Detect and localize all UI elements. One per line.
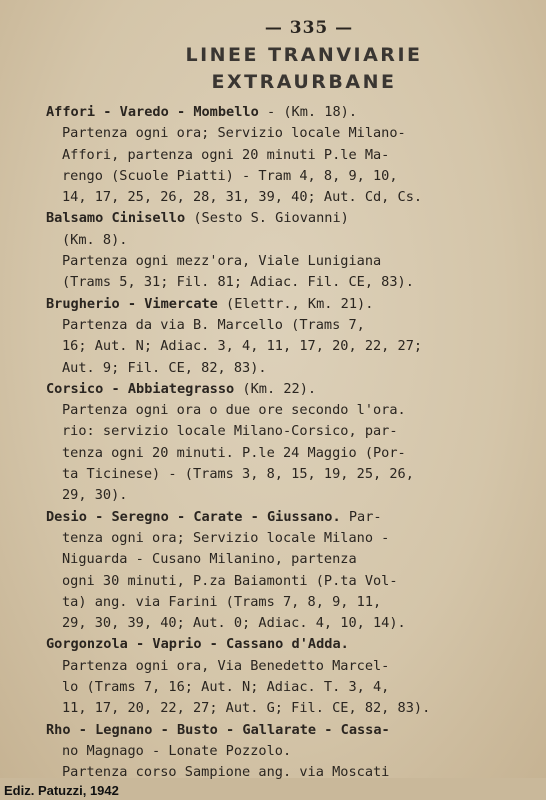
route-detail-line: no Magnago - Lonate Pozzolo. (62, 742, 292, 759)
route-heading (46, 379, 532, 400)
route-suffix: (Km. 22). (234, 380, 317, 397)
page-title (76, 42, 532, 96)
route-entry (46, 294, 532, 379)
route-detail-line: 29, 30). (62, 487, 128, 504)
route-detail-line: Partenza ogni ora o due ore secondo l'ora. (62, 402, 406, 419)
route-detail-line: 11, 17, 20, 22, 27; Aut. G; Fil. CE, 82, 83). (62, 700, 431, 717)
route-detail-line: ogni 30 minuti, P.za Baiamonti (P.ta Vol- (62, 572, 398, 589)
route-detail-line: Partenza ogni mezz'ora, Viale Lunigiana (62, 253, 382, 270)
route-name: Rho - Legnano - Busto - Gallarate - Cassa- (46, 721, 390, 738)
route-detail-line: ta) ang. via Farini (Trams 7, 8, 9, 11, (62, 593, 382, 610)
route-entry (46, 102, 532, 208)
route-detail-line: Affori, partenza ogni 20 minuti P.le Ma- (62, 146, 390, 163)
route-detail-line: Partenza corso Sampione ang. via Moscati (62, 764, 390, 781)
route-detail-line: lo (Trams 7, 16; Aut. N; Adiac. T. 3, 4, (62, 679, 390, 696)
route-entry (46, 208, 532, 293)
route-name: Affori - Varedo - Mombello (46, 104, 259, 120)
route-heading (46, 507, 532, 528)
route-detail-line: 29, 30, 39, 40; Aut. 0; Adiac. 4, 10, 14). (62, 615, 406, 632)
route-heading (46, 634, 532, 655)
route-detail-line: Niguarda - Cusano Milanino, partenza (62, 551, 357, 568)
route-detail-line: rio: servizio locale Milano-Corsico, par- (62, 423, 398, 440)
route-detail-line: Aut. 9; Fil. CE, 82, 83). (62, 359, 267, 376)
route-detail-line: Partenza ogni ora, Via Benedetto Marcel- (62, 657, 390, 674)
route-detail-line: Partenza da via B. Marcello (Trams 7, (62, 316, 365, 333)
publisher-credit: Ediz. Patuzzi, 1942 (4, 783, 119, 798)
route-entry (46, 379, 532, 507)
route-detail-line: Partenza ogni ora; Servizio locale Milano- (62, 125, 406, 142)
route-detail-line: rengo (Scuole Piatti) - Tram 4, 8, 9, 10, (62, 167, 398, 184)
title-line-2: EXTRAURBANE (211, 71, 397, 93)
title-line-1: LINEE TRANVIARIE (185, 44, 423, 66)
route-name: Brugherio - Vimercate (46, 295, 218, 312)
route-suffix: (Sesto S. Giovanni) (185, 210, 349, 227)
route-heading (46, 102, 532, 123)
route-detail-line: tenza ogni 20 minuti. P.le 24 Maggio (Por- (62, 444, 406, 461)
route-detail-line: tenza ogni ora; Servizio locale Milano - (62, 529, 390, 546)
route-suffix: Par- (340, 508, 382, 525)
route-heading (46, 294, 532, 315)
route-detail-line: 14, 17, 25, 26, 28, 31, 39, 40; Aut. Cd, Cs. (62, 189, 423, 206)
route-heading (46, 208, 532, 229)
route-detail-line: ta Ticinese) - (Trams 3, 8, 15, 19, 25, 26, (62, 466, 414, 483)
route-heading (46, 720, 532, 741)
route-detail-line: (Trams 5, 31; Fil. 81; Adiac. Fil. CE, 83). (62, 274, 414, 291)
route-suffix: (Elettr., Km. 21). (217, 295, 374, 312)
route-name: Desio - Seregno - Carate - Giussano. (46, 508, 341, 525)
route-entry (46, 720, 532, 784)
route-entry (46, 507, 532, 635)
route-entry (46, 634, 532, 719)
route-name: Gorgonzola - Vaprio - Cassano d'Adda. (46, 636, 349, 653)
route-detail-line: 16; Aut. N; Adiac. 3, 4, 11, 17, 20, 22, 27; (62, 338, 423, 355)
route-detail-line: (Km. 8). (62, 231, 128, 248)
route-list (46, 102, 532, 784)
route-suffix: - (Km. 18). (258, 104, 358, 120)
route-name: Balsamo Cinisello (46, 210, 186, 227)
page-number: — 335 — (264, 18, 354, 38)
route-name: Corsico - Abbiategrasso (46, 380, 235, 397)
